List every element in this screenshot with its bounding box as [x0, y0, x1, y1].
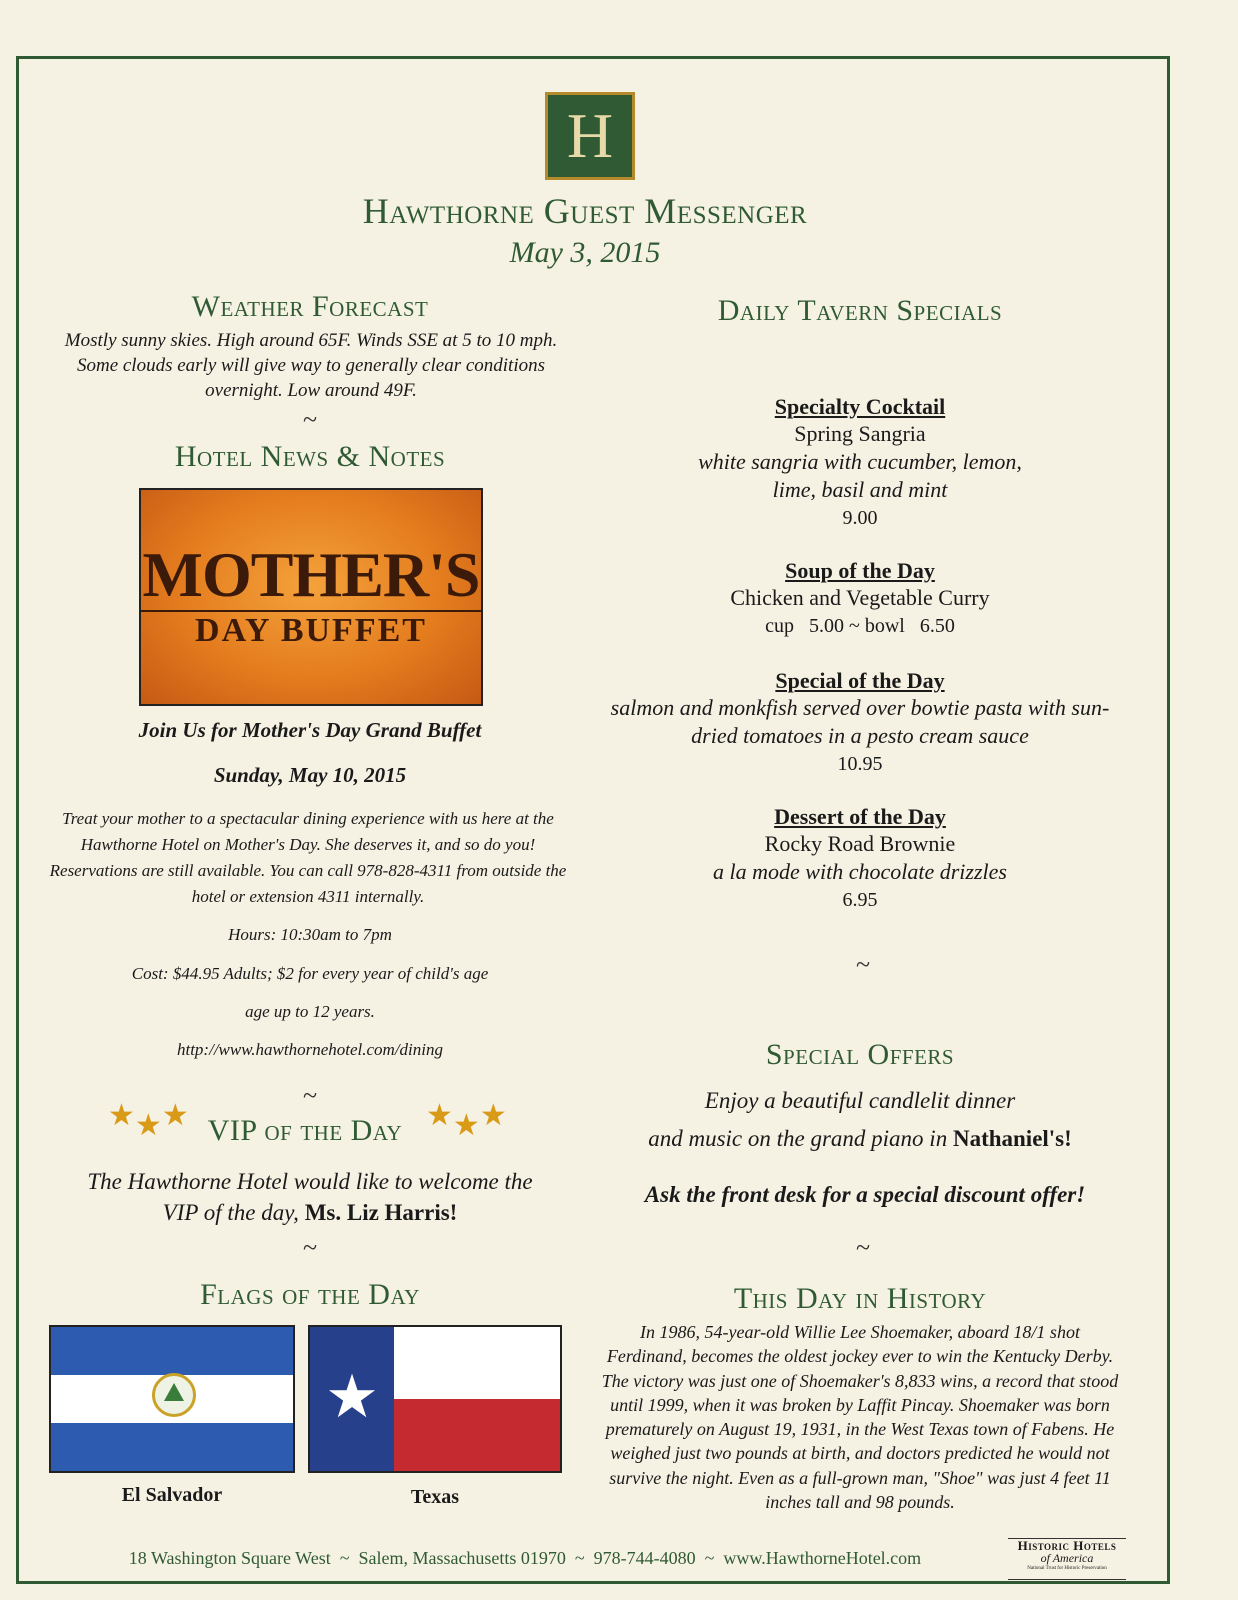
special-price: cup 5.00 ~ bowl 6.50	[765, 615, 955, 637]
footer-address: 18 Washington Square West ~ Salem, Massachusetts 01970 ~ 978-744-4080 ~ www.HawthorneHotel.com	[128, 1548, 922, 1568]
special-dessert	[610, 804, 1110, 914]
special-price: 10.95	[837, 753, 883, 775]
news-cost: Cost: $44.95 Adults; $2 for every year of child's age	[131, 964, 489, 983]
history-heading: This Day in History	[733, 1282, 987, 1315]
divider-icon: ~	[302, 405, 318, 434]
stars-left-icon: ★★★	[108, 1099, 189, 1142]
divider-icon: ~	[302, 1233, 318, 1262]
news-cost-age: age up to 12 years.	[245, 1002, 375, 1021]
nathaniels-name: Nathaniel's!	[952, 1126, 1072, 1151]
historic-hotels-logo: Historic Hotels of America National Trust for Historic Preservation	[1008, 1538, 1126, 1580]
image-title-line1: MOTHER'S	[142, 539, 480, 610]
offers-line1: Enjoy a beautiful candlelit dinner	[704, 1088, 1016, 1113]
hotel-news-heading: Hotel News & Notes	[174, 440, 446, 473]
special-price: 6.95	[842, 889, 878, 911]
vip-text: The Hawthorne Hotel would like to welcome the VIP of the day, Ms. Liz Harris!	[87, 1169, 533, 1225]
special-cocktail	[610, 394, 1110, 532]
divider-icon: ~	[855, 950, 871, 979]
flag-label-texas: Texas	[410, 1486, 460, 1508]
special-name: Spring Sangria	[794, 421, 926, 446]
special-name: Rocky Road Brownie	[764, 831, 956, 856]
divider-icon: ~	[302, 1081, 318, 1110]
news-url-link[interactable]: http://www.hawthornehotel.com/dining	[176, 1040, 443, 1059]
special-name: Chicken and Vegetable Curry	[730, 585, 990, 610]
vip-name: Ms. Liz Harris!	[304, 1200, 458, 1225]
vip-heading: VIP of the Day	[207, 1114, 403, 1147]
special-title: Specialty Cocktail	[774, 394, 946, 419]
special-soup	[610, 558, 1110, 640]
special-title: Special of the Day	[775, 668, 945, 693]
newsletter-title: Hawthorne Guest Messenger	[362, 191, 808, 231]
el-salvador-flag-icon	[49, 1325, 295, 1473]
texas-flag-icon: ★	[308, 1325, 562, 1473]
special-title: Dessert of the Day	[774, 804, 946, 829]
special-of-the-day	[610, 668, 1110, 778]
news-headline: Join Us for Mother's Day Grand Buffet	[138, 718, 482, 742]
divider-icon: ~	[855, 1233, 871, 1262]
offers-line3: Ask the front desk for a special discount offer!	[644, 1182, 1086, 1207]
flags-heading: Flags of the Day	[200, 1278, 420, 1311]
mothers-day-buffet-image	[139, 488, 483, 706]
news-event-date: Sunday, May 10, 2015	[213, 763, 407, 787]
special-offers-heading: Special Offers	[765, 1038, 955, 1071]
weather-text: Mostly sunny skies. High around 65F. Winds SSE at 5 to 10 mph. Some clouds early will give way to generally clear conditions overnight. Low around 49F.	[64, 330, 558, 401]
hotel-monogram-logo: H	[545, 92, 635, 180]
tavern-heading: Daily Tavern Specials	[717, 294, 1003, 327]
history-text: In 1986, 54-year-old Willie Lee Shoemaker, aboard 18/1 shot Ferdinand, becomes the oldest jockey ever to win the Kentucky Derby. The victory was just one of Shoemaker's 8,833 wins, a record that stood until 1999, when it was broken by Laffit Pincay. Shoemaker was born prematurely on August 19, 1931, in the West Texas town of Fabens. He weighed just two pounds at birth, and doctors predicted he would not survive the night. Even as a full-grown man, "Shoe" was just 4 feet 11 inches tall and 98 pounds.	[601, 1322, 1119, 1513]
newsletter-date: May 3, 2015	[509, 236, 661, 269]
special-description: white sangria with cucumber, lemon, lime, basil and mint	[698, 449, 1022, 502]
special-description: salmon and monkfish served over bowtie pasta with sun-dried tomatoes in a pesto cream sauce	[610, 695, 1110, 748]
news-description: Treat your mother to a spectacular dining experience with us here at the Hawthorne Hotel on Mother's Day. She deserves it, and so do you! Reservations are still available. You can call 978-828-4311 from outside the hotel or extension 4311 internally.	[49, 809, 567, 906]
special-title: Soup of the Day	[785, 558, 935, 583]
special-price: 9.00	[842, 507, 878, 529]
news-hours: Hours: 10:30am to 7pm	[228, 925, 392, 944]
special-description: a la mode with chocolate drizzles	[713, 859, 1007, 884]
flag-label-el-salvador: El Salvador	[121, 1484, 223, 1506]
image-title-line2: DAY BUFFET	[195, 612, 427, 649]
offers-line2: and music on the grand piano in Nathaniel's!	[648, 1126, 1072, 1151]
weather-heading: Weather Forecast	[191, 290, 429, 323]
stars-right-icon: ★★★	[426, 1099, 507, 1142]
